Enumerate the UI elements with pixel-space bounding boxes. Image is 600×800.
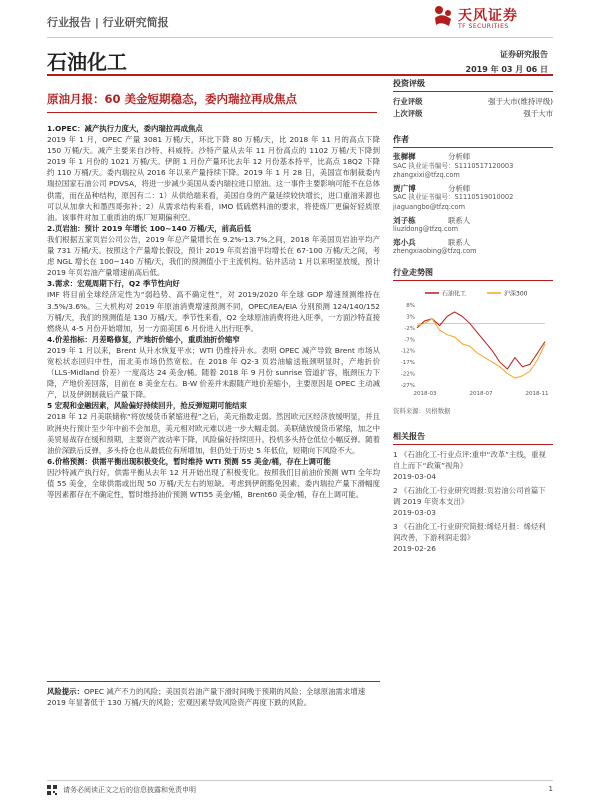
- page-footer: [47, 785, 553, 795]
- related-report[interactable]: [393, 485, 553, 518]
- related-report-date: 2019-03-04: [393, 471, 436, 481]
- section-heading: 6.价格预测：供需平衡出现积极变化，暂时维持 WTI 预测 55 美金/桶，存在上调可能: [47, 456, 331, 466]
- section-heading: 5 宏观和金融因素，风险偏好持续回升，抢反弹短期可能结束: [47, 401, 247, 411]
- subtitle-divider: [47, 112, 377, 113]
- author-cert: SAC 执业证书编号：S1110517120003: [393, 161, 514, 170]
- page-title: 石油化工: [47, 50, 127, 74]
- y-tick-label: -17%: [400, 360, 415, 367]
- author-entry: [393, 216, 553, 235]
- trend-chart-svg: [393, 285, 553, 403]
- legend-label: 石油化工: [442, 290, 467, 298]
- author-entry: [393, 238, 553, 257]
- risk-warning: [47, 681, 380, 708]
- related-report-date: 2019-02-26: [393, 543, 436, 553]
- body-section: [47, 278, 380, 333]
- report-subtitle: 原油月报：60 美金短期稳态，委内瑞拉再成焦点: [47, 92, 298, 106]
- related-report[interactable]: [393, 521, 553, 554]
- series-line: [417, 319, 545, 378]
- page-number: 1: [548, 785, 553, 793]
- related-report-title[interactable]: 1 《石油化工-行业点评:重申“改革”主线，重视自上而下“政策”视角》: [393, 449, 546, 470]
- qr-code-icon: [47, 785, 57, 795]
- trend-heading: 行业走势图: [393, 267, 553, 281]
- author-email[interactable]: zhangxixi@tfzq.com: [393, 171, 460, 180]
- related-report-date: 2019-03-03: [393, 507, 436, 517]
- author-role: 分析师: [448, 152, 471, 161]
- section-heading: 3.需求：宏观周期下行，Q2 季节性向好: [47, 279, 180, 289]
- authors-heading: 作者: [393, 134, 553, 148]
- related-report-title[interactable]: 3 《石油化工-行业研究简报:烯烃月报：烯烃利润改善，下游利润走弱》: [393, 521, 546, 542]
- y-tick-label: -12%: [400, 348, 415, 355]
- legend-label: 沪深300: [504, 290, 528, 298]
- rating-heading: 投资评级: [393, 78, 553, 92]
- logo-name: 天风证券: [458, 8, 518, 24]
- author-email[interactable]: jiaguangbo@tfzq.com: [393, 202, 466, 211]
- last-rating-label: 上次评级: [393, 109, 423, 118]
- body-section: [47, 456, 380, 500]
- body-section: [47, 334, 380, 401]
- author-email[interactable]: liuzidong@tfzq.com: [393, 225, 459, 234]
- related-heading: 相关报告: [393, 431, 553, 445]
- title-divider: [47, 74, 553, 76]
- last-rating-row: [393, 108, 553, 120]
- x-tick-label: 2018-07: [469, 390, 493, 397]
- author-name: 刘子栋: [393, 215, 416, 225]
- section-heading: 2.页岩油：预计 2019 年增长 100~140 万桶/天，前高后低: [47, 223, 252, 233]
- author-email[interactable]: zhengxiaobing@tfzq.com: [393, 247, 477, 256]
- section-text: 2018 年 12 月美联储称“将放缓货币紧缩进程”之后，美元指数走弱。然因欧元区经济放缓明显，并且欧洲央行预计至少年中前不会加息，美元相对欧元难以进一步大幅走弱。美联储放缓货币紧缩，加之中美贸易战存在缓和预期，主要资产波动率下降，风险偏好持续回升。投机多头持仓低位小幅反弹。随着油价深跌后反弹，多头持仓也从最低位有所增加，但仍处于历史 5 年低位，短期向下风险不大。: [47, 412, 380, 455]
- related-report-title[interactable]: 2 《石油化工-行业研究周报:页岩油公司首篇下调 2019 年资本支出》: [393, 485, 546, 506]
- author-role: 联系人: [448, 215, 471, 225]
- x-tick-label: 2018-03: [413, 390, 437, 397]
- series-line: [417, 312, 545, 369]
- y-tick-label: 3%: [406, 314, 415, 321]
- x-tick-label: 2018-11: [525, 390, 549, 397]
- body-section: [47, 223, 380, 278]
- section-text: IMF 将目前全球经济定性为“弱趋势、高不确定性”，对 2019/2020 年全球 GDP 增速预测维持在 3.5%/3.6%。三大机构对 2019 年原油消费增速预测不同，OPEC/IEA/EIA 分别预测 124/140/152 万桶/天，我们的预测值是 130 万桶/天。季节性来看，Q2 全球原油消费将进入旺季，一方面沙特直接燃烧从 4-5 月份开始增加，另一方面美国 6 月份进入出行旺季。: [47, 290, 380, 333]
- y-tick-label: 8%: [406, 302, 415, 309]
- section-heading: 4.价差指标：月差略修复，产地折价缩小，重质油折价缩窄: [47, 334, 240, 344]
- last-rating-value: 强于大市: [523, 109, 553, 118]
- risk-text: OPEC 减产不力的风险；美国页岩油产量下滑时间晚于预期的风险；全球原油需求增速 2019 年显著低于 130 万桶/天的风险；宏观因素导致风险资产再度下跌的风险。: [47, 687, 366, 708]
- author-entry: [393, 152, 553, 181]
- tf-securities-logo: [432, 4, 542, 36]
- report-date: 2019 年 03 月 06 日: [465, 65, 548, 74]
- risk-heading: 风险提示：: [47, 687, 84, 696]
- footer-divider: [47, 780, 553, 781]
- main-body: [47, 123, 380, 500]
- author-role: 联系人: [448, 237, 471, 247]
- logo-icon: [432, 4, 454, 28]
- section-text: 我们根据五家页岩公司公告，2019 年总产量增长在 9.2%-13.7%之间，2018 年美国页岩油平均产量 731 万桶/天。按照这个产量增长假设，预计 2019 年页岩油平均增长在 67-100 万桶/天之间，考虑 NGL 增长在 100~140 万桶/天，我们的预测值小于主流机构。钻井活动 1 月以来明显放缓，预计 2019 年页岩油产量增速前高后低。: [47, 234, 380, 278]
- related-report[interactable]: [393, 449, 553, 482]
- section-heading: 1.OPEC：减产执行力度大，委内瑞拉再成焦点: [47, 124, 203, 133]
- page-header: [0, 0, 600, 40]
- chart-source: 资料来源：贝格数据: [393, 406, 451, 415]
- sidebar: [393, 78, 553, 557]
- author-entry: [393, 184, 553, 213]
- industry-rating-label: 行业评级: [393, 97, 423, 106]
- body-section: [47, 400, 380, 455]
- industry-rating-row: [393, 96, 553, 108]
- body-section: [47, 123, 380, 223]
- author-name: 贾广博: [393, 183, 416, 193]
- section-text: 因沙特减产执行好，供需平衡从去年 12 月开始出现了积极变化。按照我们目前油价预测 WTI 全年均值 55 美金，全球供需或出现 50 万桶/天左右的短缺。考虑到伊朗豁免因素、委内瑞拉产量下滑幅度等因素都存在不确定性，暂时维持油价预测 WTI55 美金/桶，Brent60 美金/桶，存在上调可能。: [47, 467, 380, 500]
- trend-chart: [393, 285, 553, 403]
- footer-disclaimer: 请务必阅读正文之后的信息披露和免责申明: [63, 786, 196, 794]
- y-tick-label: -22%: [400, 371, 415, 378]
- report-type: 证券研究报告: [500, 50, 548, 59]
- author-role: 分析师: [448, 183, 471, 193]
- y-tick-label: -27%: [400, 382, 415, 389]
- author-name: 张樨樨: [393, 152, 416, 161]
- logo-english: TF SECURITIES: [458, 23, 509, 30]
- breadcrumb: 行业报告 | 行业研究简报: [47, 16, 169, 29]
- y-tick-label: -2%: [404, 325, 415, 332]
- author-cert: SAC 执业证书编号：S1110519010002: [393, 193, 514, 202]
- header-divider: [47, 37, 553, 38]
- section-text: 2019 年 1 月，OPEC 产量 3081 万桶/天，环比下降 80 万桶/天，比 2018 年 11 月的高点下降 150 万桶/天。减产主要来自沙特、科威特。沙特产量从去年 11 月份高点的 1102 万桶/天下降到 2019 年 1 月份的 1021 万桶/天。伊朗 1 月份产量环比去年 12 月份基本持平，比高点 18Q2 下降约 110 万桶/天。委内瑞拉从 2016 年以来产量持续下降。2019 年 1 月 28 日，美国宣布制裁委内瑞拉国家石油公司 PDVSA，将进一步减少美国从委内瑞拉进口原油。这一事件主要影响可能不在总体供需，而在品种结构，原因有二：1）从供给端来看，美国自身的产量延续较快增长，进口重油来源也可以从加拿大和墨西哥弥补；2）从需求结构来看，IMO 低硫燃料油的要求，将使炼厂更偏好轻质原油。该事件对加工重质油的炼厂短期偏利空。: [47, 135, 380, 222]
- section-text: 2019 年 1 月以来，Brent 从升水恢复平水；WTI 仍维持升水。表明 OPEC 减产导致 Brent 市场从宽松状态回归中性，而北美市场仍然宽松。在 2018 年 Q2-3 页岩油输送瓶颈明显时，产地折价（LLS-Midland 价差）一度高达 24 美金/桶。随着 2018 年 9 月份 sunrise 管道扩容，瓶颈压力下降，产地价差回落，目前在 8 美金左右。B-W 价差并未跟随产地价差缩小，主要原因是 OPEC 主动减产，以及伊朗制裁后产量下降。: [47, 345, 380, 400]
- y-tick-label: -7%: [404, 337, 415, 344]
- author-name: 郑小兵: [393, 237, 416, 247]
- industry-rating-value: 强于大市(维持评级): [488, 97, 553, 106]
